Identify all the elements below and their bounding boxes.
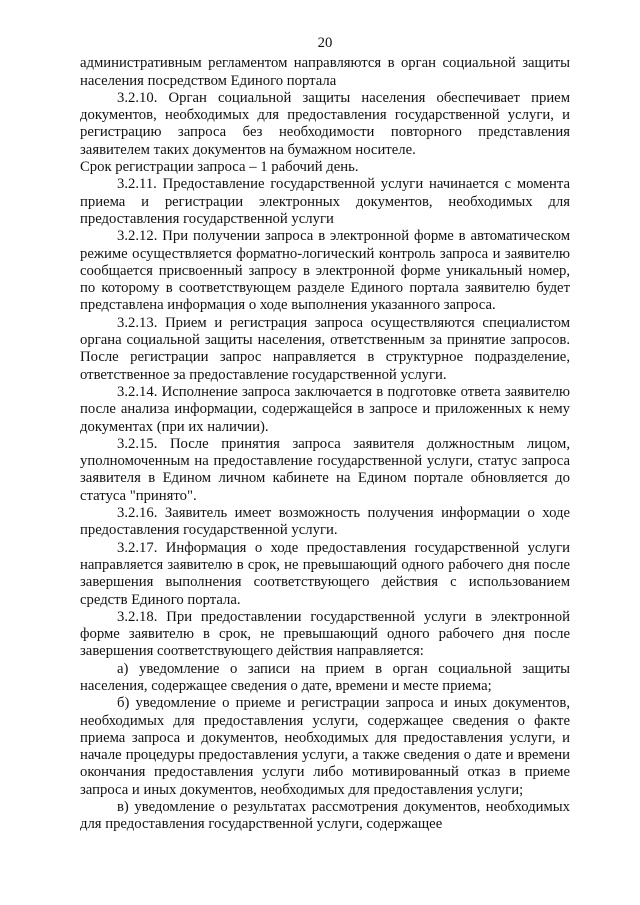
document-body [80,55,570,833]
paragraph: 3.2.14. Исполнение запроса заключается в подготовке ответа заявителю после анализа информации, содержащейся в запросе и приложенных к нему документах (при их наличии). [80,383,570,435]
paragraph: 3.2.15. После принятия запроса заявителя должностным лицом, уполномоченным на предоставление государственной услуги, статус запроса заявителя в Едином личном кабинете на Едином портале обновляется до статуса "принято". [80,435,570,504]
paragraph: 3.2.12. При получении запроса в электронной форме в автоматическом режиме осуществляется форматно-логический контроль запроса и заявителю сообщается присвоенный запросу в электронной форме уникальный номер, по которому в соответствующем разделе Единого портала заявителю будет представлена информация о ходе выполнения указанного запроса. [80,228,570,314]
paragraph: 3.2.16. Заявитель имеет возможность получения информации о ходе предоставления государственной услуги. [80,505,570,539]
paragraph: 3.2.17. Информация о ходе предоставления государственной услуги направляется заявителю в срок, не превышающий одного рабочего дня после завершения выполнения соответствующего действия с использованием средств Единого портала. [80,539,570,608]
page-number: 20 [317,35,333,51]
paragraph: Срок регистрации запроса – 1 рабочий день. [80,159,359,176]
paragraph: административным регламентом направляются в орган социальной защиты населения посредством Единого портала [80,55,570,89]
paragraph: 3.2.11. Предоставление государственной услуги начинается с момента приема и регистрации электронных документов, необходимых для предоставления государственной услуги [80,176,570,227]
paragraph: 3.2.18. При предоставлении государственной услуги в электронной форме заявителю в срок, не превышающий одного рабочего дня после завершения соответствующего действия направляется: [80,608,570,660]
paragraph: 3.2.10. Орган социальной защиты населения обеспечивает прием документов, необходимых для предоставления государственной услуги, и регистрацию запроса без необходимости повторного представления заявителем таких документов на бумажном носителе. [80,89,570,158]
paragraph: а) уведомление о записи на прием в орган социальной защиты населения, содержащее сведения о дате, времени и месте приема; [80,660,570,694]
paragraph: 3.2.13. Прием и регистрация запроса осуществляются специалистом органа социальной защиты населения, ответственным за принятие запросов. После регистрации запрос направляется в структурное подразделение, ответственное за предоставление государственной услуги. [80,314,570,383]
paragraph: б) уведомление о приеме и регистрации запроса и иных документов, необходимых для предоставления услуги, содержащее сведения о факте приема запроса и документов, необходимых для предоставления услуги, и начале процедуры предоставления услуги, а также сведения о дате и времени окончания предоставления услуги либо мотивированный отказ в приеме запроса и иных документов, необходимых для предоставления услуги; [80,695,570,798]
paragraph: в) уведомление о результатах рассмотрения документов, необходимых для предоставления государственной услуги, содержащее [80,799,570,833]
